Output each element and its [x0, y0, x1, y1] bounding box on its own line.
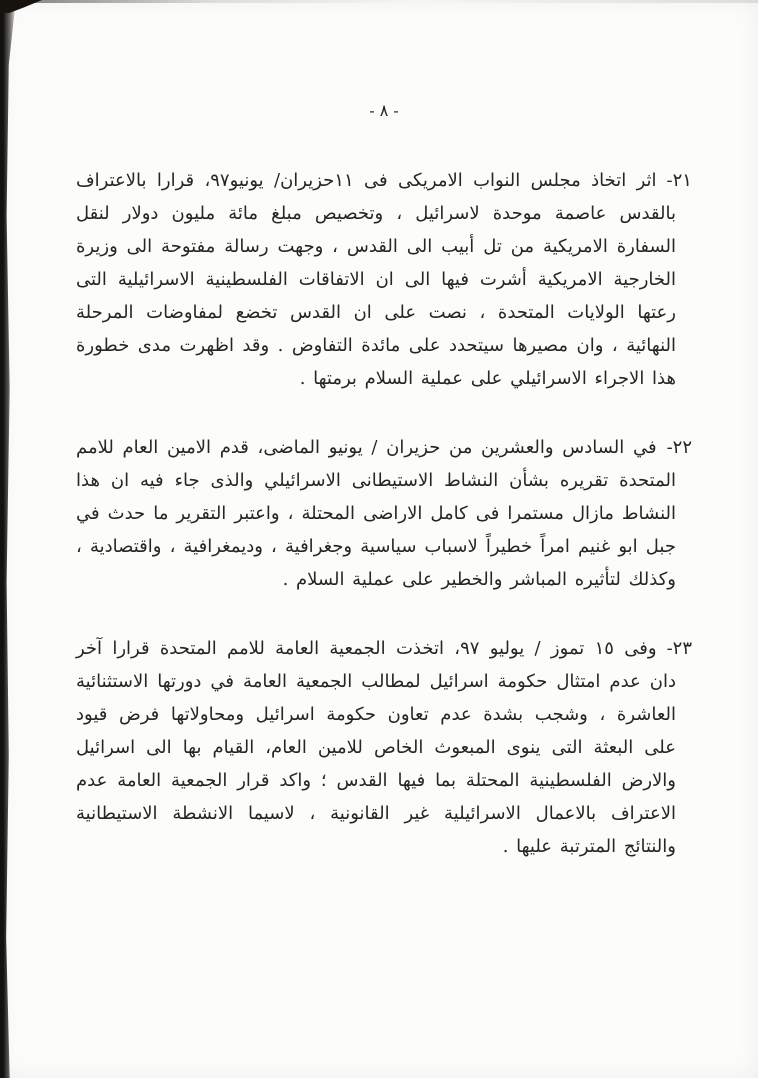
scan-left-edge-artifact [0, 0, 22, 1078]
paragraph-22 [76, 431, 692, 596]
scan-corner-artifact [0, 0, 42, 13]
paragraph-21-number: ٢١- [666, 170, 692, 191]
page-number: - ٨ - [369, 101, 399, 120]
page-content [76, 100, 692, 899]
paragraph-23 [76, 632, 692, 863]
scan-top-edge-artifact [0, 0, 758, 3]
paragraph-21-text: اثر اتخاذ مجلس النواب الامريكى فى ١١حزيران/ يونيو٩٧، قرارا بالاعتراف بالقدس عاصمة موحدة لاسرائيل ، وتخصيص مبلغ مائة مليون دولار لنقل السفارة الامريكية من تل أبيب الى القدس ، وجهت رسالة مفتوحة الى وزيرة الخارجية الامريكية أشرت فيها الى ان الاتفاقات الفلسطينية الاسرائيلية التى رعتها الولايات المتحدة ، نصت على ان القدس تخضع لمفاوضات المرحلة النهائية ، وان مصيرها سيتحدد على مائدة التفاوض . وقد اظهرت مدى خطورة هذا الاجراء الاسرائيلي على عملية السلام برمتها . [76, 170, 676, 389]
paragraph-22-number: ٢٢- [666, 437, 692, 458]
paragraph-23-number: ٢٣- [666, 638, 692, 659]
paragraph-23-text: وفى ١٥ تموز / يوليو ٩٧، اتخذت الجمعية العامة للامم المتحدة قرارا آخر دان عدم امتثال حكومة اسرائيل لمطالب الجمعية العامة في دورتها الاستثنائية العاشرة ، وشجب بشدة عدم تعاون حكومة اسرائيل ومحاولاتها فرض قيود على البعثة التى ينوى المبعوث الخاص للامين العام، القيام بها الى اسرائيل والارض الفلسطينية المحتلة بما فيها القدس ؛ واكد قرار الجمعية العامة عدم الاعتراف بالاعمال الاسرائيلية غير القانونية ، لاسيما الانشطة الاستيطانية والنتائج المترتبة عليها . [76, 638, 677, 857]
paragraph-21 [76, 164, 692, 395]
paragraph-22-text: في السادس والعشرين من حزيران / يونيو الماضى، قدم الامين العام للامم المتحدة تقريره بشأن النشاط الاستيطانى الاسرائيلي والذى جاء فيه ان هذا النشاط مازال مستمرا فى كامل الاراضى المحتلة ، واعتبر التقرير ما حدث في جبل ابو غنيم امراً خطيراً لاسباب سياسية وجغرافية ، وديمغرافية ، واقتصادية ، وكذلك لتأثيره المباشر والخطير على عملية السلام . [76, 437, 676, 590]
